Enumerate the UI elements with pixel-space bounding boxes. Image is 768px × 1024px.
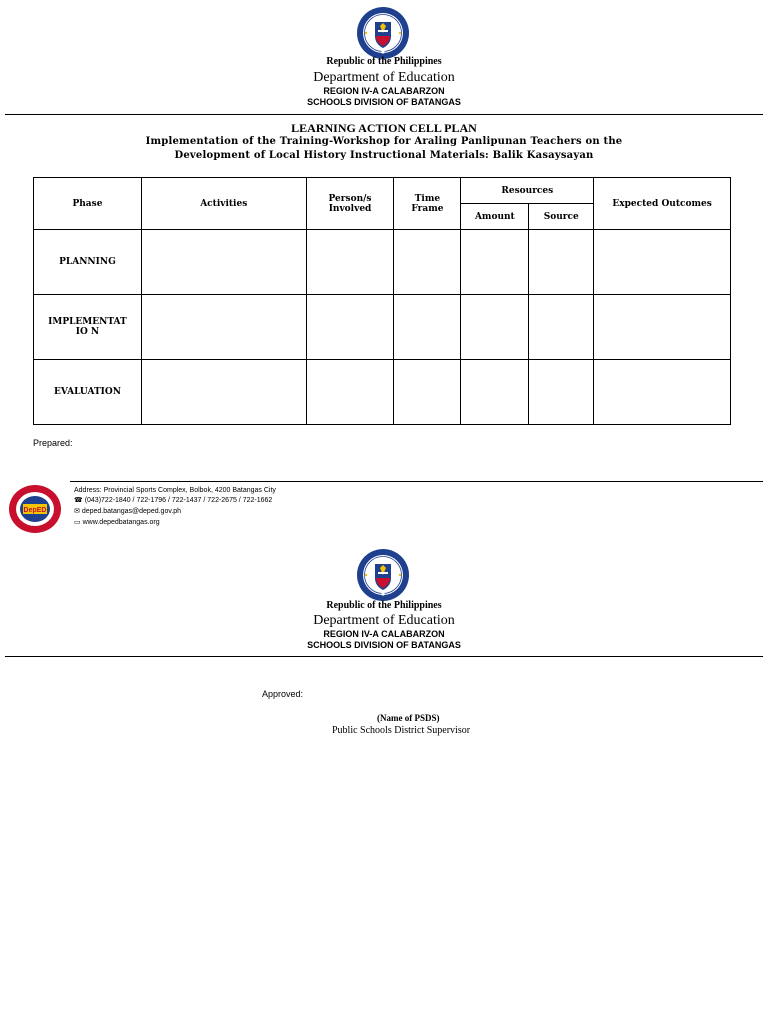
footer-divider bbox=[70, 481, 763, 482]
footer-web-line bbox=[74, 518, 160, 528]
phone-icon: ☎ bbox=[74, 497, 83, 504]
monitor-icon: ▭ bbox=[74, 519, 81, 526]
header-divider bbox=[5, 656, 763, 657]
phase-cell: PLANNING bbox=[34, 230, 142, 295]
activities-header: Activities bbox=[141, 178, 306, 230]
outcomes-cell bbox=[594, 295, 731, 360]
time-frame-cell bbox=[394, 230, 461, 295]
footer-phone-line bbox=[74, 496, 272, 506]
amount-cell bbox=[461, 295, 529, 360]
phase-header: Phase bbox=[34, 178, 142, 230]
approved-label: Approved: bbox=[262, 689, 304, 699]
amount-cell bbox=[461, 360, 529, 425]
department-title: Department of Education bbox=[313, 613, 455, 628]
footer-email-line bbox=[74, 507, 181, 517]
amount-header: Amount bbox=[461, 204, 529, 230]
prepared-label: Prepared: bbox=[33, 438, 73, 448]
deped-seal-icon bbox=[356, 548, 410, 602]
persons-cell bbox=[306, 230, 394, 295]
lac-plan-table bbox=[33, 177, 731, 425]
persons-cell bbox=[306, 360, 394, 425]
psds-position: Public Schools District Supervisor bbox=[332, 725, 471, 736]
division-logo-icon bbox=[8, 484, 62, 534]
footer-phone: (043)722-1840 / 722-1796 / 722-1437 / 722-2675 / 722-1662 bbox=[84, 497, 273, 504]
persons-cell bbox=[306, 295, 394, 360]
phase-cell bbox=[34, 295, 142, 360]
department-title: Department of Education bbox=[313, 70, 455, 85]
header-divider bbox=[5, 114, 763, 115]
source-cell bbox=[529, 230, 594, 295]
time-frame-cell bbox=[394, 295, 461, 360]
footer-website[interactable]: www.depedbatangas.org bbox=[82, 519, 160, 526]
division-logo-text: DepED bbox=[23, 507, 47, 514]
expected-outcomes-header: Expected Outcomes bbox=[594, 178, 731, 230]
phase-label: IMPLEMENTATIO N bbox=[48, 317, 127, 337]
document-subtitle-line1: Implementation of the Training-Workshop for Araling Panlipunan Teachers on the bbox=[145, 136, 623, 147]
outcomes-cell bbox=[594, 230, 731, 295]
republic-text: Republic of the Philippines bbox=[326, 600, 442, 611]
psds-name: (Name of PSDS) bbox=[377, 713, 440, 723]
region-text: REGION IV-A CALABARZON bbox=[323, 86, 445, 96]
persons-involved-label: Person/s Involved bbox=[328, 193, 372, 214]
region-text: REGION IV-A CALABARZON bbox=[323, 629, 445, 639]
table-row bbox=[34, 360, 731, 425]
activities-cell bbox=[141, 360, 306, 425]
resources-header: Resources bbox=[461, 178, 594, 204]
footer-address: Address: Provincial Sports Complex, Bolbok, 4200 Batangas City bbox=[74, 487, 276, 494]
activities-cell bbox=[141, 295, 306, 360]
outcomes-cell bbox=[594, 360, 731, 425]
persons-involved-header bbox=[306, 178, 394, 230]
phase-cell: EVALUATION bbox=[34, 360, 142, 425]
amount-cell bbox=[461, 230, 529, 295]
activities-cell bbox=[141, 230, 306, 295]
document-subtitle-line2: Development of Local History Instructional Materials: Balik Kasaysayan bbox=[174, 150, 594, 161]
republic-text: Republic of the Philippines bbox=[326, 56, 442, 67]
deped-seal-icon bbox=[356, 6, 410, 60]
source-header: Source bbox=[529, 204, 594, 230]
document-title: LEARNING ACTION CELL PLAN bbox=[291, 121, 477, 135]
envelope-icon: ✉ bbox=[74, 508, 80, 515]
time-frame-cell bbox=[394, 360, 461, 425]
table-row bbox=[34, 295, 731, 360]
table-row bbox=[34, 230, 731, 295]
footer-email[interactable]: deped.batangas@deped.gov.ph bbox=[81, 508, 182, 515]
time-frame-label: Time Frame bbox=[411, 193, 444, 214]
source-cell bbox=[529, 360, 594, 425]
division-text: SCHOOLS DIVISION OF BATANGAS bbox=[307, 97, 461, 107]
source-cell bbox=[529, 295, 594, 360]
time-frame-header bbox=[394, 178, 461, 230]
division-text: SCHOOLS DIVISION OF BATANGAS bbox=[307, 640, 461, 650]
